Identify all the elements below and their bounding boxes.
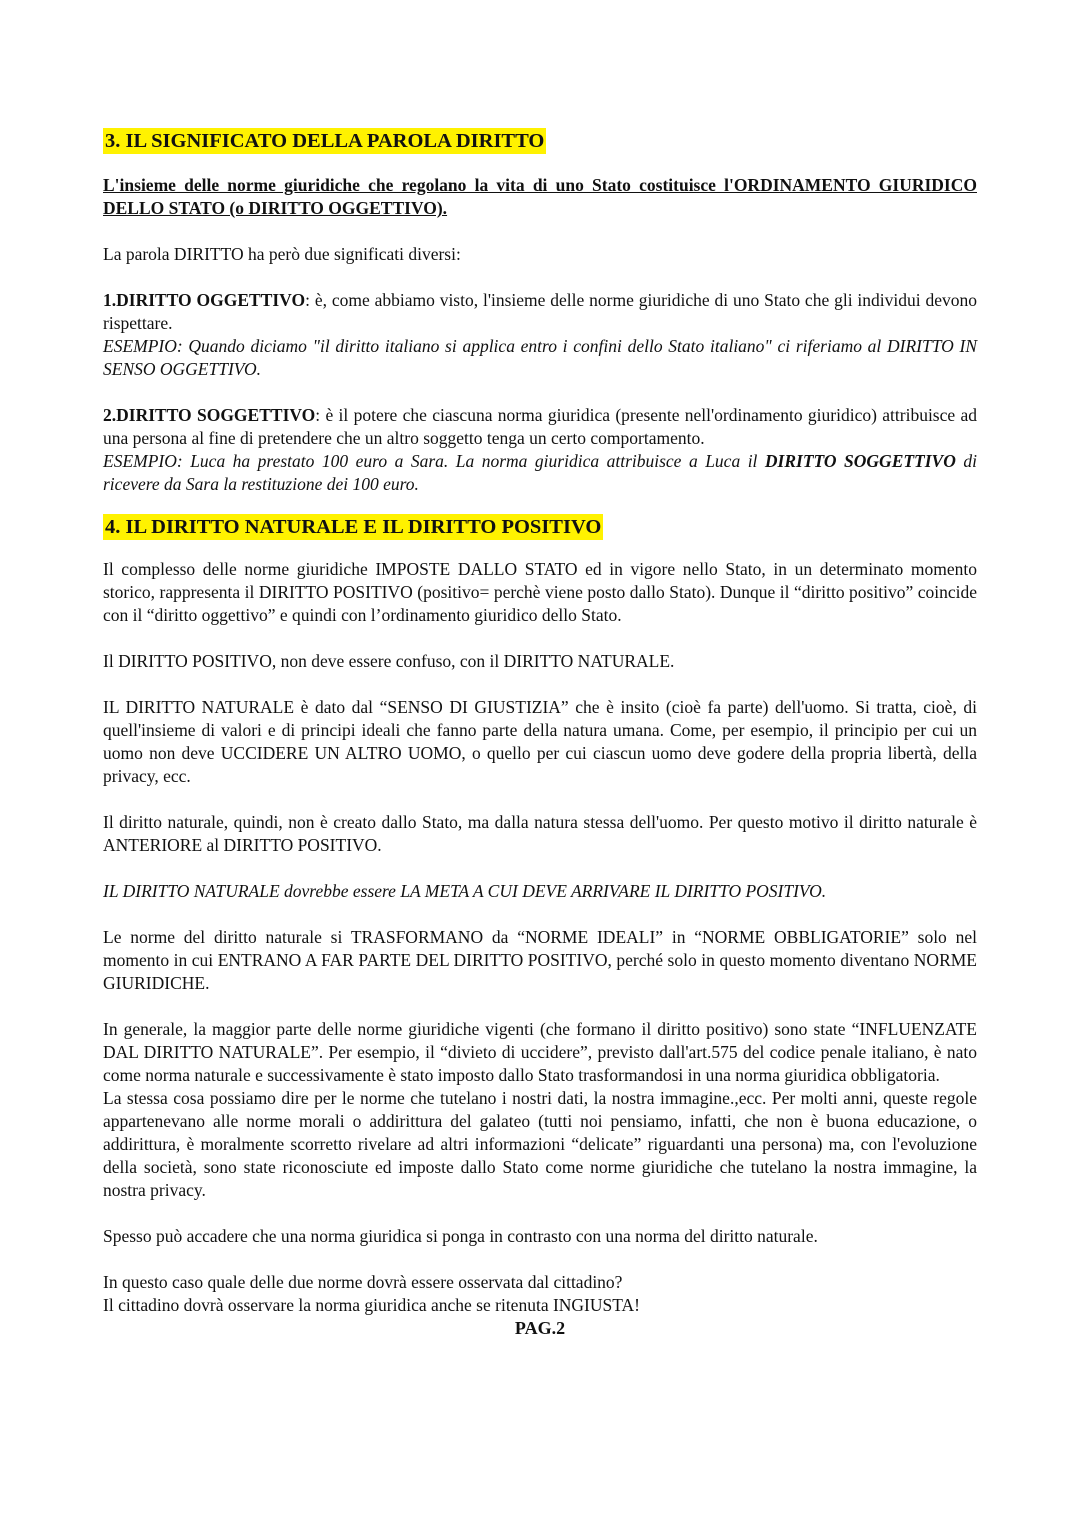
document-page: [103, 128, 977, 1340]
section4-question: In questo caso quale delle due norme dovrà essere osservata dal cittadino?: [103, 1272, 623, 1292]
section4-paragraph-8: La stessa cosa possiamo dire per le norme che tutelano i nostri dati, la nostra immagine.,ecc. Per molti anni, queste regole appartenevano alle norme morali o addirittura del galateo (tutti noi pensiamo, infatti, che non è buona educazione, o addirittura, è moralmente scorretto rivelare ad altri informazioni “delicate” riguardanti una persona) ma, con l'evoluzione della società, sono state riconosciute ed imposte dallo Stato come norme giuridiche che tutelano la nostra immagine, la nostra privacy.: [103, 1088, 977, 1200]
section4-answer: Il cittadino dovrà osservare la norma giuridica anche se ritenuta INGIUSTA!: [103, 1295, 641, 1315]
section4-paragraph-9: Spesso può accadere che una norma giuridica si ponga in contrasto con una norma del diritto naturale.: [103, 1226, 818, 1246]
term-objective: 1.DIRITTO OGGETTIVO: [103, 290, 306, 310]
example-subjective-part2: di ricevere da Sara la restituzione dei 100 euro.: [103, 451, 977, 494]
section3-lead: L'insieme delle norme giuridiche che regolano la vita di uno Stato costituisce l'ORDINAMENTO GIURIDICO DELLO STATO (o DIRITTO OGGETTIVO).: [103, 175, 977, 218]
term-subjective: 2.DIRITTO SOGGETTIVO: [103, 405, 316, 425]
section4-paragraph-1: Il complesso delle norme giuridiche IMPOSTE DALLO STATO ed in vigore nello Stato, in un determinato momento storico, rappresenta il DIRITTO POSITIVO (positivo= perchè viene posto dallo Stato). Dunque il “diritto positivo” coincide con il “diritto oggettivo” e quindi con l’ordinamento giuridico dello Stato.: [103, 559, 977, 625]
definition-subjective-text: : è il potere che ciascuna norma giuridica (presente nell'ordinamento giuridico) attribuisce ad una persona al fine di pretendere che un altro soggetto tenga un certo comportamento.: [103, 405, 977, 448]
definition-objective-text: : è, come abbiamo visto, l'insieme delle norme giuridiche di uno Stato che gli individui devono rispettare.: [103, 290, 977, 333]
example-subjective-part1: ESEMPIO: Luca ha prestato 100 euro a Sara. La norma giuridica attribuisce a Luca il: [103, 451, 765, 471]
example-objective: ESEMPIO: Quando diciamo "il diritto italiano si applica entro i confini dello Stato italiano" ci riferiamo al DIRITTO IN SENSO OGGETTIVO.: [103, 336, 977, 379]
section4-paragraph-7: In generale, la maggior parte delle norme giuridiche vigenti (che formano il diritto positivo) sono state “INFLUENZATE DAL DIRITTO NATURALE”. Per esempio, il “divieto di uccidere”, previsto dall'art.575 del codice penale italiano, è nato come norma naturale e successivamente è stato imposto dallo Stato trasformandosi in una norma giuridica obbligatoria.: [103, 1019, 977, 1085]
section4-paragraph-5: IL DIRITTO NATURALE dovrebbe essere LA META A CUI DEVE ARRIVARE IL DIRITTO POSITIVO.: [103, 881, 827, 901]
definition-subjective: [103, 404, 977, 496]
example-subjective: [103, 451, 977, 494]
section4-paragraph-2: Il DIRITTO POSITIVO, non deve essere confuso, con il DIRITTO NATURALE.: [103, 651, 675, 671]
section3-intro: La parola DIRITTO ha però due significati diversi:: [103, 244, 461, 264]
definition-objective: [103, 289, 977, 381]
section4-paragraph-6: Le norme del diritto naturale si TRASFORMANO da “NORME IDEALI” in “NORME OBBLIGATORIE” solo nel momento in cui ENTRANO A FAR PARTE DEL DIRITTO POSITIVO, perché solo in questo momento diventano NORME GIURIDICHE.: [103, 927, 977, 993]
section4-paragraph-3: IL DIRITTO NATURALE è dato dal “SENSO DI GIUSTIZIA” che è insito (cioè fa parte) dell'uomo. Si tratta, cioè, di quell'insieme di valori e di principi ideali che fanno parte della natura umana. Come, per esempio, il principio per cui un uomo non deve UCCIDERE UN ALTRO UOMO, o quello per cui ciascun uomo deve godere della propria libertà, della privacy, ecc.: [103, 697, 977, 786]
section4-heading: 4. IL DIRITTO NATURALE E IL DIRITTO POSITIVO: [105, 516, 602, 538]
page-number: PAG.2: [514, 1318, 566, 1338]
section3-heading: 3. IL SIGNIFICATO DELLA PAROLA DIRITTO: [105, 130, 545, 152]
example-subjective-bold: DIRITTO SOGGETTIVO: [764, 451, 956, 471]
section4-paragraph-4: Il diritto naturale, quindi, non è creato dallo Stato, ma dalla natura stessa dell'uomo. Per questo motivo il diritto naturale è ANTERIORE al DIRITTO POSITIVO.: [103, 812, 977, 855]
